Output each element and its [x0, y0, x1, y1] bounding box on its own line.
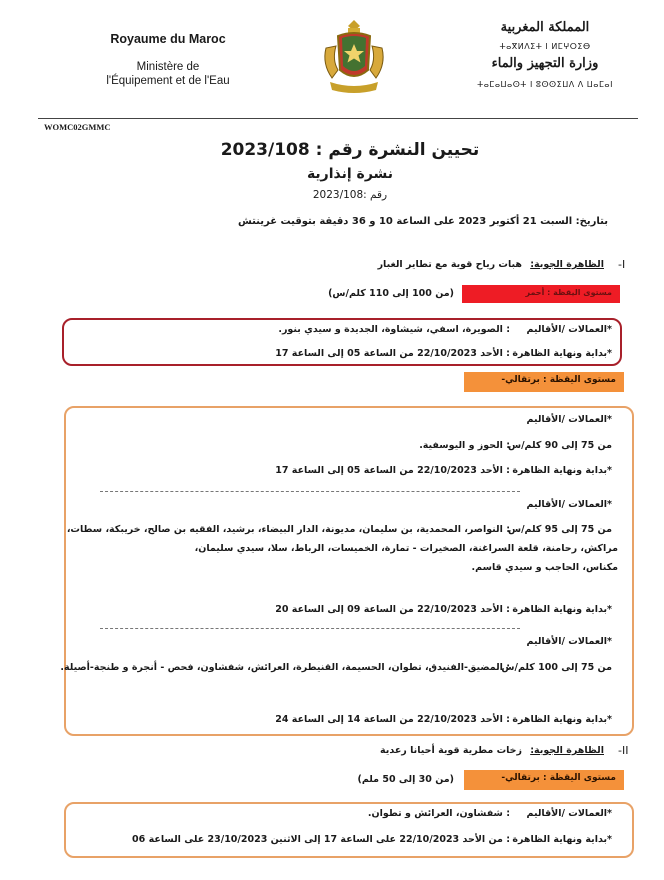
- orange-g2-areas-label: *العمالات /الأقاليم: [526, 499, 612, 510]
- section-2-rain-range: (من 30 إلى 50 ملم): [357, 774, 454, 785]
- orange-alert-level-bar: [464, 372, 624, 392]
- section-2-level-label: -مستوى اليقظة : برتقالي: [501, 773, 616, 783]
- section-1-phenomenon: هبات رياح قوية مع تطاير الغبار: [377, 259, 522, 270]
- orange-g2-areas-line2: مراكش، رحامنة، قلعة السراغنة، الصخيرات - تمارة، الخميسات، الرباط، سلا، سيدي سليمان،: [194, 543, 618, 554]
- header-tifinagh-kingdom: ⵜⴰⴳⵍⴷⵉⵜ ⵏ ⵍⵎⵖⵔⵉⴱ: [499, 42, 591, 51]
- orange-g2-areas-line3: مكناس، الحاجب و سيدي قاسم.: [471, 562, 618, 573]
- red-alert-level-bar: [462, 285, 620, 303]
- bulletin-date: بتاريخ: السبت 21 أكتوبر 2023 على الساعة 10 و 36 دقيقة بتوقيت غرينتش: [237, 216, 608, 227]
- orange-g3-time: : الأحد 22/10/2023 من الساعة 14 إلى الساعة 24: [275, 714, 510, 725]
- section-2-areas-label: *العمالات /الأقاليم: [526, 808, 612, 819]
- section-1-phenomenon-label: الظاهرة الجوية:: [530, 259, 604, 270]
- red-time: : الأحد 22/10/2023 من الساعة 05 إلى الساعة 17: [275, 348, 510, 359]
- section-2-time-label: *بداية ونهاية الظاهرة: [512, 834, 612, 845]
- red-time-label: *بداية ونهاية الظاهرة: [512, 348, 612, 359]
- orange-g2-time-label: *بداية ونهاية الظاهرة: [512, 604, 612, 615]
- orange-g3-areas: : المضيق-الفنيدق، تطوان، الحسيمة، القنيطرة، العرائش، شفشاون، فحص - أنجرة و طنجة-أصيلة.: [60, 662, 510, 673]
- section-2-time: : من الأحد 22/10/2023 على الساعة 17 إلى الاثنين 23/10/2023 على الساعة 06: [132, 834, 510, 845]
- section-2-phenomenon-label: الظاهرة الجوية:: [530, 745, 604, 756]
- section-2-orange-level-bar: [464, 770, 624, 790]
- red-alert-level-label: مستوى اليقظة : أحمر: [525, 288, 612, 297]
- section-2-areas: : شفشاون، العرائش و تطوان.: [367, 808, 510, 819]
- section-1-number: -I: [618, 258, 626, 271]
- orange-group-divider-1: [100, 491, 520, 492]
- section-2-phenomenon: زخات مطرية قوية أحيانا رعدية: [380, 745, 522, 756]
- orange-g1-areas: : الحوز و اليوسفية.: [419, 440, 510, 451]
- orange-g3-time-label: *بداية ونهاية الظاهرة: [512, 714, 612, 725]
- document-code: WOMC02GMMC: [44, 122, 111, 132]
- bulletin-number: رقم :2023/108: [312, 189, 388, 201]
- orange-group-divider-2: [100, 628, 520, 629]
- orange-g1-time-label: *بداية ونهاية الظاهرة: [512, 465, 612, 476]
- red-wind-range: (من 100 إلى 110 كلم/س): [328, 288, 454, 299]
- orange-g1-areas-label: *العمالات /الأقاليم: [526, 414, 612, 425]
- orange-g3-areas-label: *العمالات /الأقاليم: [526, 636, 612, 647]
- orange-g2-time: : الأحد 22/10/2023 من الساعة 09 إلى الساعة 20: [275, 604, 510, 615]
- header-fr-ministry-line1: Ministère de: [136, 61, 200, 73]
- bulletin-update-title: تحيين النشرة رقم : 2023/108: [220, 140, 480, 160]
- orange-g1-speed: من 75 إلى 90 كلم/س: [507, 440, 612, 451]
- orange-alert-level-label: -مستوى اليقظة : برتقالي: [501, 375, 616, 385]
- header-ar-title: المملكة المغربية: [500, 20, 590, 35]
- orange-g3-speed: من 75 إلى 100 كلم/س: [501, 662, 612, 673]
- header-divider: [38, 118, 638, 119]
- section-2-number: -II: [618, 744, 629, 757]
- header-tifinagh-ministry: ⵜⴰⵎⴰⵡⴰⵙⵜ ⵏ ⵓⵙⵙⵉⵡⴷ ⴷ ⵡⴰⵎⴰⵏ: [477, 80, 613, 89]
- header-ar-ministry: وزارة التجهيز والماء: [491, 56, 599, 71]
- orange-g2-areas-line1: : النواصر، المحمدية، بن سليمان، مديونة، الدار البيضاء، برشيد، الفقيه بن صالح، خريبكة، سطات،: [66, 524, 510, 535]
- red-areas: : الصويرة، اسفي، شيشاوة، الجديدة و سيدي بنور.: [278, 324, 510, 335]
- orange-g1-time: : الأحد 22/10/2023 من الساعة 05 إلى الساعة 17: [275, 465, 510, 476]
- header-fr-title: Royaume du Maroc: [110, 32, 226, 46]
- moroccan-coat-of-arms-icon: [318, 18, 390, 98]
- header-fr-ministry-line2: l'Équipement et de l'Eau: [106, 75, 230, 87]
- header-fr-ministry: [88, 60, 248, 88]
- orange-g2-speed: من 75 إلى 95 كلم/س: [507, 524, 612, 535]
- alert-bulletin-subtitle: نشرة إنذارية: [306, 166, 394, 182]
- red-areas-label: *العمالات /الأقاليم: [526, 324, 612, 335]
